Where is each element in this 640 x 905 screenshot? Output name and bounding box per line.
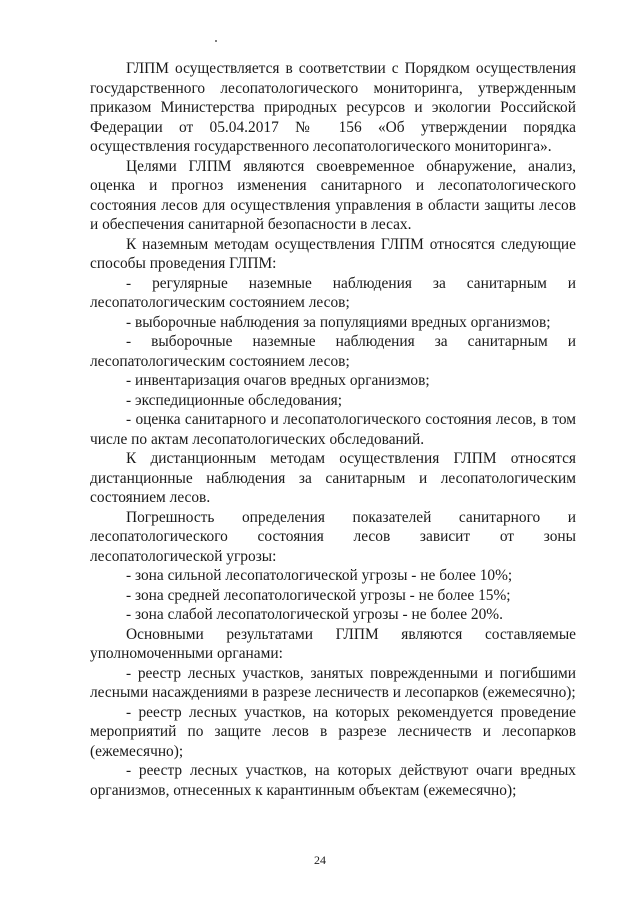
body-text: [90, 59, 576, 800]
list-item: - зона средней лесопатологической угрозы - не более 15%;: [126, 586, 511, 604]
page-number: 24: [314, 853, 326, 867]
list-item: - регулярные наземные наблюдения за санитарным и лесопатологическим состоянием лесов;: [90, 274, 576, 311]
scan-speck: [215, 40, 217, 42]
paragraph: Погрешность определения показателей санитарного и лесопатологического состояния лесов зависит от зоны лесопатологической угрозы:: [90, 508, 576, 565]
list-item: - выборочные наблюдения за популяциями вредных организмов;: [126, 313, 551, 331]
paragraph: Целями ГЛПМ являются своевременное обнаружение, анализ, оценка и прогноз изменения санитарного и лесопатологического состояния лесов для осуществления управления в области защиты лесов и обеспечения санитарной безопасности в лесах.: [90, 157, 576, 233]
list-item: - зона сильной лесопатологической угрозы - не более 10%;: [126, 567, 513, 584]
paragraph: ГЛПМ осуществляется в соответствии с Порядком осуществления государственного лесопатологического мониторинга, утвержденным приказом Министерства природных ресурсов и экологии Российской Федерации от 05.04.2017 № 156 «Об утверждении порядка осуществления государственного лесопатологического мониторинга».: [90, 60, 576, 155]
list-item: - реестр лесных участков, занятых поврежденными и погибшими лесными насаждениями в разрезе лесничеств и лесопарков (ежемесячно);: [90, 664, 576, 701]
list-item: - экспедиционные обследования;: [126, 391, 343, 409]
paragraph: К дистанционным методам осуществления ГЛПМ относятся дистанционные наблюдения за санитарным и лесопатологическим состоянием лесов.: [90, 450, 576, 506]
list-item: - выборочные наземные наблюдения за санитарным и лесопатологическим состоянием лесов;: [90, 333, 576, 370]
paragraph: Основными результатами ГЛПМ являются составляемые уполномоченными органами:: [90, 625, 576, 662]
list-item: - оценка санитарного и лесопатологического состояния лесов, в том числе по актам лесопатологических обследований.: [90, 411, 576, 448]
list-item: - инвентаризация очагов вредных организмов;: [126, 372, 430, 389]
list-item: - реестр лесных участков, на которых действуют очаги вредных организмов, отнесенных к карантинным объектам (ежемесячно);: [90, 762, 576, 799]
list-item: - реестр лесных участков, на которых рекомендуется проведение мероприятий по защите лесов в разрезе лесничеств и лесопарков (ежемесячно);: [90, 703, 576, 760]
paragraph: К наземным методам осуществления ГЛПМ относятся следующие способы проведения ГЛПМ:: [90, 235, 576, 272]
list-item: - зона слабой лесопатологической угрозы - не более 20%.: [126, 606, 503, 623]
